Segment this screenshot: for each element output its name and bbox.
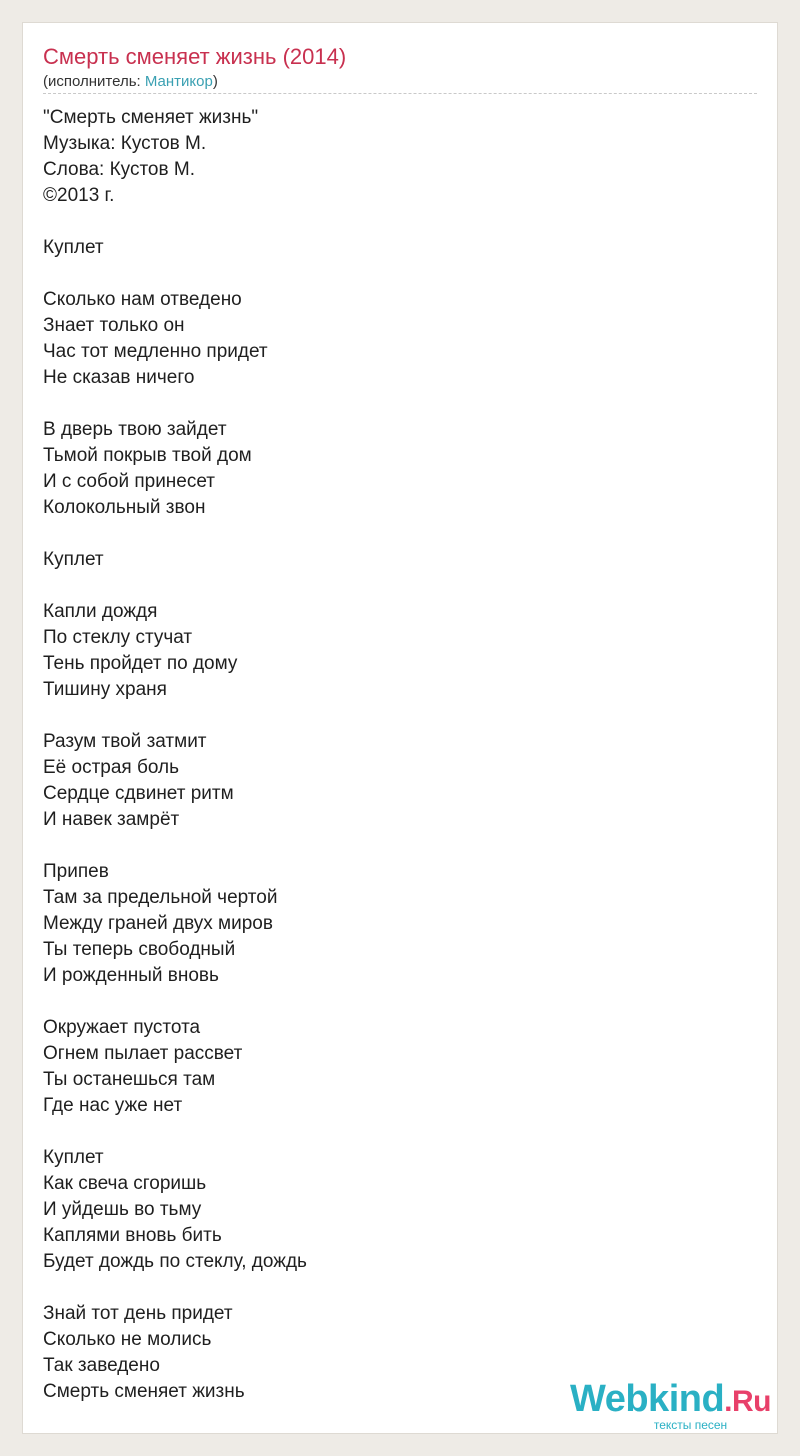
lyric-line: Знай тот день придет <box>43 1303 233 1324</box>
lyric-line: Час тот медленно придет <box>43 341 268 362</box>
lyrics-text <box>43 105 307 1405</box>
artist-line <box>43 72 218 92</box>
lyrics-card <box>22 22 778 1434</box>
lyric-line: Тишину храня <box>43 679 167 700</box>
lyric-line: Ты останешься там <box>43 1069 216 1090</box>
lyric-line: Огнем пылает рассвет <box>43 1043 243 1064</box>
lyric-line: Окружает пустота <box>43 1017 201 1038</box>
lyric-line: Сколько нам отведено <box>43 289 242 310</box>
lyric-line <box>43 209 307 235</box>
lyric-line <box>43 703 307 729</box>
lyric-line <box>43 573 307 599</box>
lyric-line: Не сказав ничего <box>43 367 195 388</box>
lyric-line: Капли дождя <box>43 601 158 622</box>
lyric-line <box>43 391 307 417</box>
lyric-line: Музыка: Кустов М. <box>43 133 207 154</box>
lyric-line <box>43 1275 307 1301</box>
lyric-line: Её острая боль <box>43 757 180 778</box>
lyric-line <box>43 521 307 547</box>
song-title: Смерть сменяет жизнь (2014) <box>43 44 347 69</box>
lyric-line <box>43 833 307 859</box>
lyric-line: И с собой принесет <box>43 471 216 492</box>
lyric-line: Куплет <box>43 1147 104 1168</box>
lyric-line: Припев <box>43 861 109 882</box>
lyric-line: ©2013 г. <box>43 185 115 206</box>
lyric-line: "Смерть сменяет жизнь" <box>43 107 259 128</box>
lyric-line: Знает только он <box>43 315 185 336</box>
lyric-line <box>43 1119 307 1145</box>
artist-suffix: ) <box>212 73 218 90</box>
site-logo[interactable] <box>570 1380 771 1431</box>
lyric-line: Где нас уже нет <box>43 1095 183 1116</box>
lyric-line: Смерть сменяет жизнь <box>43 1381 245 1402</box>
lyric-line: Будет дождь по стеклу, дождь <box>43 1251 307 1272</box>
lyric-line: Тень пройдет по дому <box>43 653 238 674</box>
title-divider <box>43 93 757 94</box>
lyric-line: Как свеча сгоришь <box>43 1173 207 1194</box>
lyric-line: Между граней двух миров <box>43 913 273 934</box>
lyric-line: Сколько не молись <box>43 1329 212 1350</box>
lyric-line: И рожденный вновь <box>43 965 219 986</box>
lyric-line: Ты теперь свободный <box>43 939 236 960</box>
logo-subtitle: тексты песен <box>653 1418 728 1432</box>
lyric-line: Так заведено <box>43 1355 160 1376</box>
lyric-line: По стеклу стучат <box>43 627 193 648</box>
artist-prefix: (исполнитель: <box>43 73 145 90</box>
lyric-line: Там за предельной чертой <box>43 887 278 908</box>
lyric-line <box>43 989 307 1015</box>
lyric-line: Сердце сдвинет ритм <box>43 783 234 804</box>
lyric-line: Колокольный звон <box>43 497 206 518</box>
lyric-line: Тьмой покрыв твой дом <box>43 445 252 466</box>
lyric-line: Слова: Кустов М. <box>43 159 195 180</box>
artist-link[interactable]: Мантикор <box>144 73 213 90</box>
lyric-line: И уйдешь во тьму <box>43 1199 202 1220</box>
lyric-line: Каплями вновь бить <box>43 1225 222 1246</box>
lyric-line: Разум твой затмит <box>43 731 207 752</box>
lyric-line: Куплет <box>43 237 104 258</box>
lyric-line <box>43 261 307 287</box>
lyric-line: Куплет <box>43 549 104 570</box>
logo-wordmark: Webkind.Ru <box>570 1378 771 1420</box>
lyric-line: В дверь твою зайдет <box>43 419 227 440</box>
lyric-line: И навек замрёт <box>43 809 180 830</box>
